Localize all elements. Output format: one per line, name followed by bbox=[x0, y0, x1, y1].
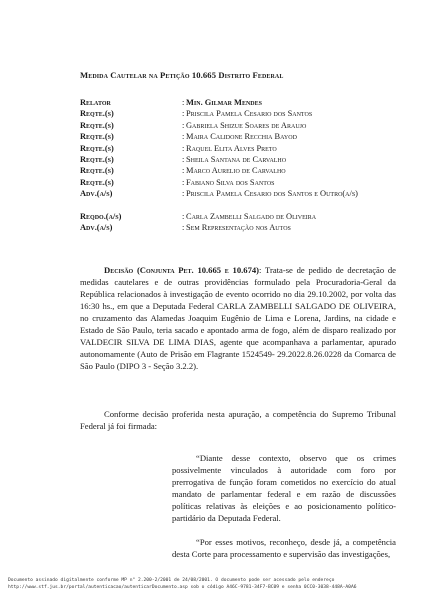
party-value: Priscila Pamela Cesario dos Santos bbox=[186, 109, 313, 119]
signature-footer bbox=[8, 577, 418, 591]
decision-text: : Trata-se de pedido de decretação de medidas cautelares e de outras providências formulado pela Procuradoria-Geral da República relacionados à investigação de evento ocorrido no dia 29.10.2002, por volta das 16:30 hs., em que a Deputada Federal CARLA ZAMBELLI SALGADO DE OLIVEIRA, no cruzamento das Alamedas Joaquim Eugênio de Lima e Lorena, Jardins, na cidade e Estado de São Paulo, teria sacado e apontado arma de fogo, além de disparo realizado por VALDECIR SILVA DE LIMA DIAS, agente que acompanhava a parlamentar, apurado autonomamente (Auto de Prisão em Flagrante 1524549- 29.2022.8.26.0228 da Comarca de São Paulo (DIPO 3 - Seção 3.2.2). bbox=[80, 265, 396, 371]
party-label: Relator bbox=[80, 98, 111, 107]
party-row: Adv.(a/s) : Sem Representação nos Autos bbox=[80, 222, 396, 233]
quote-paragraph-2: “Por esses motivos, reconheço, desde já, a competência desta Corte para processamento e supervisão das investigações, bbox=[172, 537, 396, 559]
party-label: Adv.(a/s) bbox=[80, 189, 113, 199]
party-value: Carla Zambelli Salgado de Oliveira bbox=[186, 211, 317, 221]
party-row: Reqdo.(a/s) : Carla Zambelli Salgado de Oliveira bbox=[80, 211, 396, 222]
party-row: Reqte.(s) : Priscila Pamela Cesario dos Santos bbox=[80, 108, 396, 119]
party-value: Marco Aurelio de Carvalho bbox=[186, 166, 286, 176]
document-title: Medida Cautelar na Petição 10.665 Distrito Federal bbox=[80, 70, 284, 80]
party-value: Priscila Pamela Cesario dos Santos e Outro(a/s) bbox=[186, 189, 358, 199]
party-label: Reqte.(s) bbox=[80, 143, 114, 153]
party-label: Reqte.(s) bbox=[80, 154, 114, 164]
footer-line-1: Documento assinado digitalmente conforme MP n° 2.200-2/2001 de 24/08/2001. O documento pode ser acessado pelo endereço bbox=[8, 578, 335, 583]
party-value: Sem Representação nos Autos bbox=[186, 223, 291, 233]
party-row: Reqte.(s) : Marco Aurelio de Carvalho bbox=[80, 165, 396, 176]
party-row: Reqte.(s) : Gabriela Shizue Soares de Araujo bbox=[80, 120, 396, 131]
party-value: Maira Calidone Recchia Bayod bbox=[186, 132, 297, 142]
party-value: Fabiano Silva dos Santos bbox=[186, 177, 275, 187]
party-label: Reqte.(s) bbox=[80, 120, 114, 130]
quote-paragraph-1: “Diante desse contexto, observo que os crimes possivelmente vinculados à autoridade com foro por prerrogativa de função foram cometidos no exercício do atual mandato de parlamentar federal e em razão de discussões políticas relativas às eleições e ao posicionamento político-partidário da Deputada Federal. bbox=[172, 453, 396, 523]
paragraph-competence: Conforme decisão proferida nesta apuração, a competência do Supremo Tribunal Federal já foi firmada: bbox=[80, 409, 396, 431]
party-label: Reqte.(s) bbox=[80, 166, 114, 176]
party-label: Reqdo.(a/s) bbox=[80, 211, 122, 221]
party-value: Gabriela Shizue Soares de Araujo bbox=[186, 120, 307, 130]
decision-paragraph bbox=[80, 264, 396, 372]
party-label: Reqte.(s) bbox=[80, 132, 114, 142]
party-row: Reqte.(s) : Maira Calidone Recchia Bayod bbox=[80, 131, 396, 142]
party-value: Sheila Santana de Carvalho bbox=[186, 154, 287, 164]
party-row: Reqte.(s) : Raquel Elita Alves Preto bbox=[80, 143, 396, 154]
party-label: Reqte.(s) bbox=[80, 109, 114, 119]
party-value: Raquel Elita Alves Preto bbox=[186, 143, 277, 153]
party-label: Adv.(a/s) bbox=[80, 223, 113, 233]
footer-line-2: http://www.stf.jus.br/portal/autenticacao/autenticarDocumento.asp sob o código A46C-9781-34F7-BC09 e senha 0CC0-3038-448A-A0A6 bbox=[8, 585, 357, 590]
party-value: Min. Gilmar Mendes bbox=[186, 98, 262, 107]
party-row: Reqte.(s) : Sheila Santana de Carvalho bbox=[80, 154, 396, 165]
parties-list bbox=[80, 97, 396, 234]
party-label: Reqte.(s) bbox=[80, 177, 114, 187]
party-row: Adv.(a/s) : Priscila Pamela Cesario dos Santos e Outro(a/s) bbox=[80, 188, 396, 211]
party-row: Relator : Min. Gilmar Mendes bbox=[80, 97, 396, 108]
party-row: Reqte.(s) : Fabiano Silva dos Santos bbox=[80, 177, 396, 188]
decision-lead: Decisão (Conjunta Pet. 10.665 e 10.674) bbox=[104, 265, 260, 275]
